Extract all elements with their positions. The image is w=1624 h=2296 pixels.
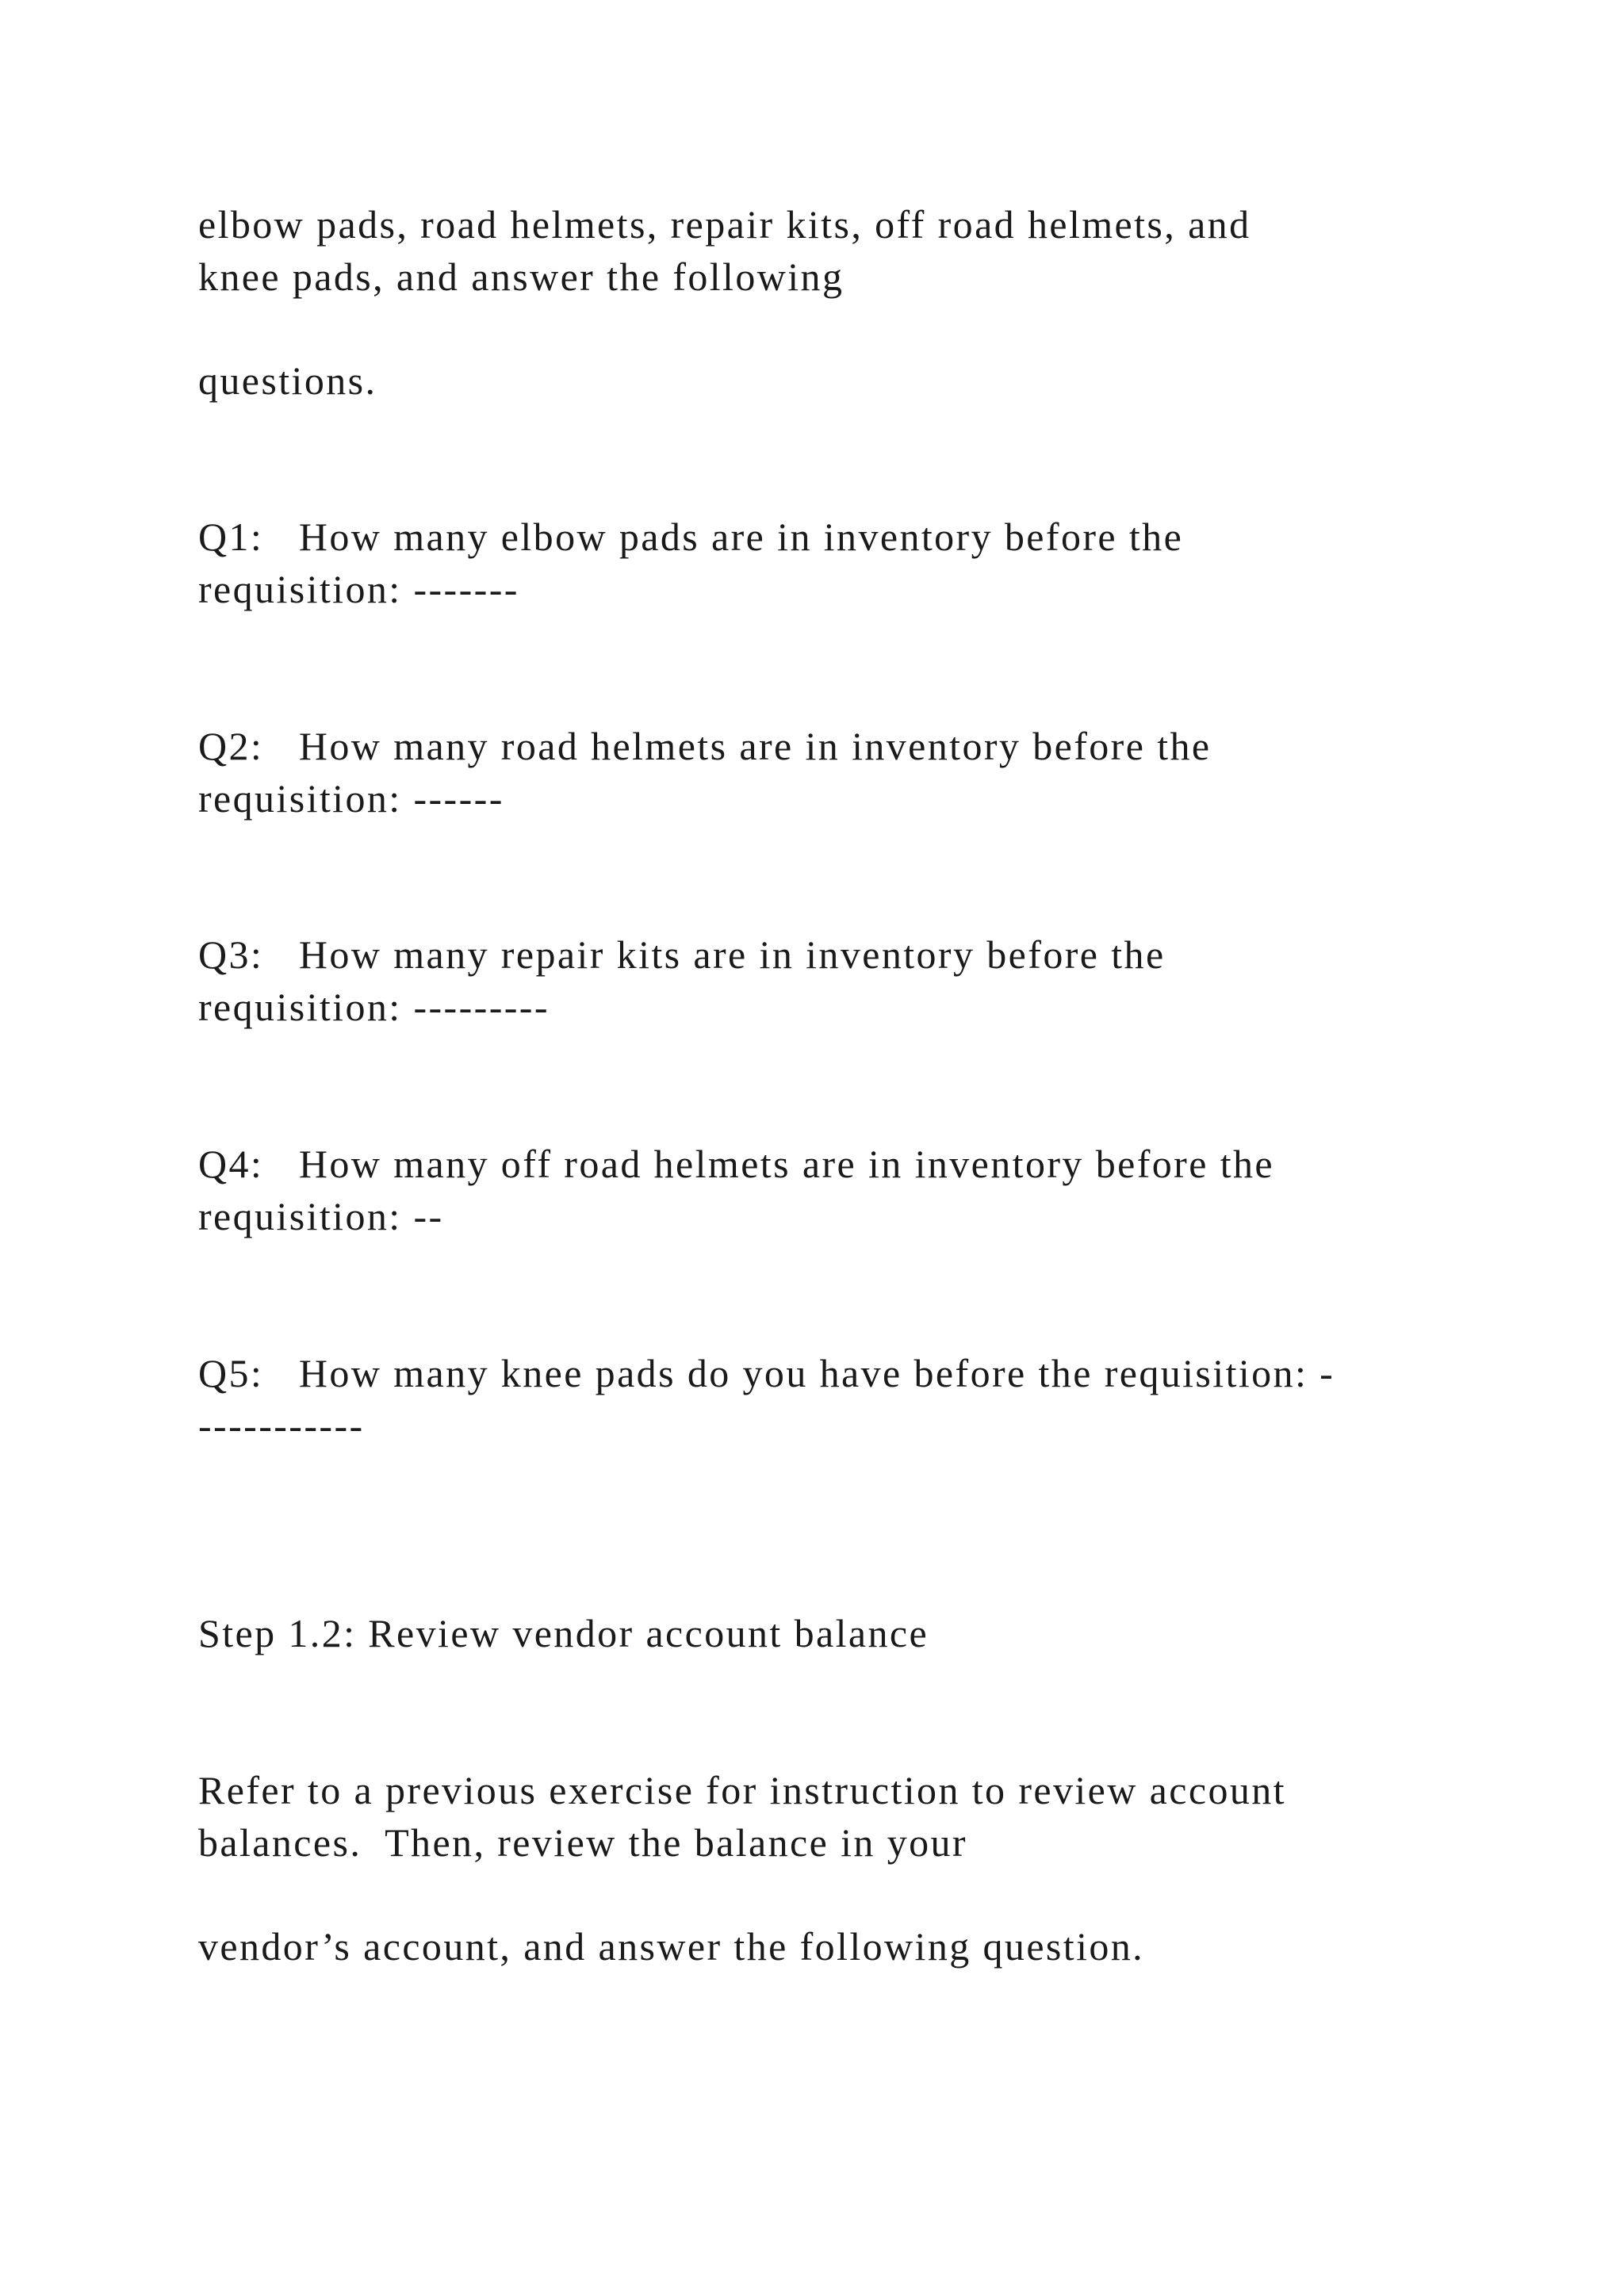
step-line-3: vendor’s account, and answer the following question. <box>198 1924 1145 1969</box>
question-2-line-1: Q2: How many road helmets are in inventory before the <box>198 724 1212 768</box>
question-4-line-2: requisition: -- <box>198 1194 444 1238</box>
question-3-line-1: Q3: How many repair kits are in inventory before the <box>198 932 1166 977</box>
intro-line-1: elbow pads, road helmets, repair kits, off road helmets, and <box>198 202 1251 247</box>
step-line-1: Refer to a previous exercise for instruction to review account <box>198 1768 1286 1812</box>
step-line-2: balances. Then, review the balance in your <box>198 1820 967 1865</box>
step-heading: Step 1.2: Review vendor account balance <box>198 1611 929 1655</box>
intro-line-2: knee pads, and answer the following <box>198 254 845 299</box>
question-3-line-2: requisition: --------- <box>198 985 550 1029</box>
question-5-line-1: Q5: How many knee pads do you have before the requisition: - <box>198 1351 1335 1395</box>
intro-line-3: questions. <box>198 358 377 403</box>
question-5-line-2: ----------- <box>198 1403 365 1448</box>
question-1-line-1: Q1: How many elbow pads are in inventory before the <box>198 515 1184 559</box>
question-4-line-1: Q4: How many off road helmets are in inventory before the <box>198 1142 1274 1186</box>
question-1-line-2: requisition: ------- <box>198 567 519 611</box>
question-2-line-2: requisition: ------ <box>198 776 504 821</box>
